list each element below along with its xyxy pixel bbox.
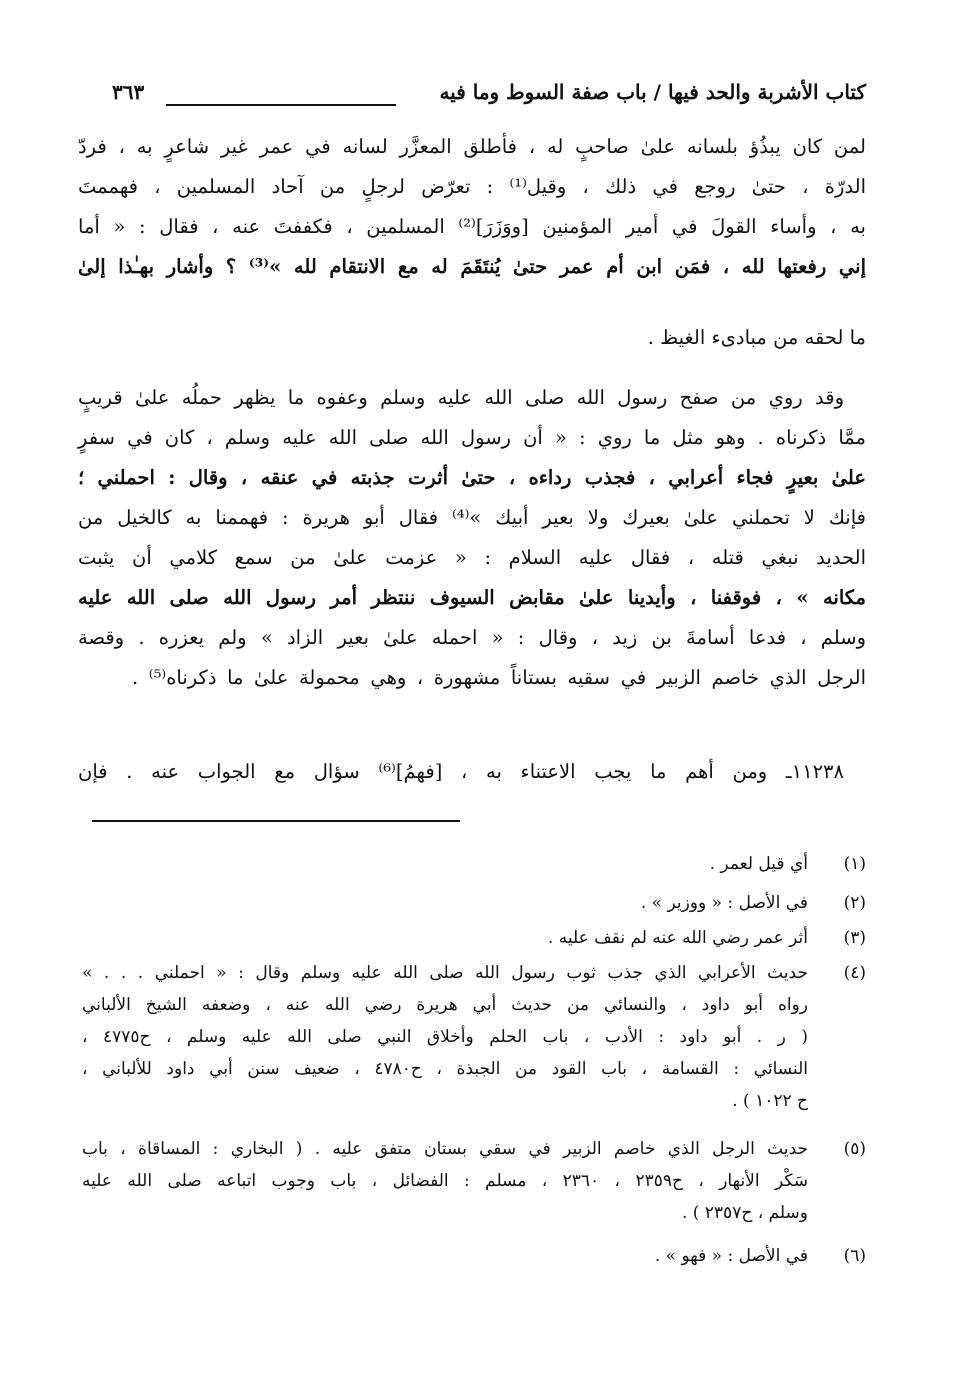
body-line: علىٰ بعيرٍ فجاء أعرابي ، فجذب رداءه ، حتىٰ أثرت جذبته في عنقه ، وقال : احملني ؛ xyxy=(78,466,866,489)
footnote-text: حديث الأعرابي الذي جذب ثوب رسول الله صلى الله عليه وسلم وقال : « احملني . . . » xyxy=(82,963,808,983)
footnote-number: (٥) xyxy=(843,1139,866,1159)
body-line: لمن كان يبذُؤ بلسانه علىٰ صاحبٍ له ، فأطلق المعزَّر لسانه في عمر غير شاعرٍ به ، فردّ xyxy=(78,135,866,158)
footnote-number: (٦) xyxy=(843,1246,866,1266)
body-line: الرجل الذي خاصم الزبير في سقيه بستاناً مشهورة ، وهي محمولة علىٰ ما ذكرناه⁽⁵⁾ . xyxy=(132,666,867,689)
page-number: ٣٦٣ xyxy=(112,80,145,104)
footnote-number: (٣) xyxy=(843,928,866,948)
body-line: فإنك لا تحملني علىٰ بعيرك ولا بعير أبيك »⁽⁴⁾ فقال أبو هريرة : فهممنا به كالخيل من xyxy=(78,506,866,529)
running-header xyxy=(112,80,866,116)
footnote-text: في الأصل : « فهو » . xyxy=(654,1246,808,1266)
footnote-text: سَكْر الأنهار ، ح٢٣٥٩ ، ٢٣٦٠ ، مسلم : الفضائل ، باب وجوب اتباعه صلى الله عليه xyxy=(82,1171,808,1191)
footnote-text: رواه أبو داود ، والنسائي من حديث أبي هريرة رضي الله عنه ، وضعفه الشيخ الألباني xyxy=(82,995,808,1015)
footnote-text: أي قيل لعمر . xyxy=(709,854,808,874)
footnote-number: (٢) xyxy=(843,893,866,913)
body-line: مكانه » ، فوقفنا ، وأيدينا علىٰ مقابض السيوف ننتظر أمر رسول الله صلى الله عليه xyxy=(78,586,866,609)
body-line: به ، وأساء القولَ في أمير المؤمنين [ووَزَرَ]⁽²⁾ المسلمين ، فكففتَ عنه ، فقال : « أما xyxy=(78,215,866,238)
body-line: ١١٢٣٨ـ ومن أهم ما يجب الاعتناء به ، [فهمُ]⁽⁶⁾ سؤال مع الجواب عنه . فإن xyxy=(78,760,844,783)
footnote-text: أثر عمر رضي الله عنه لم نقف عليه . xyxy=(547,928,808,948)
header-title: كتاب الأشربة والحد فيها / باب صفة السوط وما فيه xyxy=(439,80,866,104)
body-line: ممَّا ذكرناه . وهو مثل ما روي : « أن رسول الله صلى الله عليه وسلم ، كان في سفرٍ xyxy=(78,426,866,449)
footnote-text: ح ١٠٢٢ ) . xyxy=(732,1091,808,1111)
footnote-divider xyxy=(92,820,460,822)
body-line: الحديد نبغي قتله ، فقال عليه السلام : « عزمت علىٰ من سمع كلامي أن يثبت xyxy=(78,546,866,569)
footnote-number: (١) xyxy=(843,854,866,874)
footnote-text: وسلم ، ح٢٣٥٧ ) . xyxy=(681,1203,808,1223)
footnote-text: النسائي : القسامة ، باب القود من الجبذة ، ح٤٧٨٠ ، ضعيف سنن أبي داود للألباني ، xyxy=(82,1059,809,1079)
footnote-text: ( ر . أبو داود : الأدب ، باب الحلم وأخلاق النبي صلى الله عليه وسلم ، ح٤٧٧٥ ، xyxy=(82,1027,809,1047)
body-line: وقد روي من صفح رسول الله صلى الله عليه وسلم وعفوه ما يظهر حملُه علىٰ قريبٍ xyxy=(78,386,844,409)
body-line: إني رفعتها لله ، فمَن ابن أم عمر حتىٰ يُنتَقَمَ له مع الانتقام لله »⁽³⁾ ؟ وأشار بهـٰذا إلىٰ xyxy=(78,255,866,278)
footnote-text: حديث الرجل الذي خاصم الزبير في سقي بستان متفق عليه . ( البخاري : المساقاة ، باب xyxy=(82,1139,808,1159)
body-line: وسلم ، فدعا أسامةَ بن زيد ، وقال : « احمله علىٰ بعير الزاد » ولم يعزره . وقصة xyxy=(78,626,866,649)
body-line: الدرّة ، حتىٰ روجع في ذلك ، وقيل⁽¹⁾ : تعرّض لرجلٍ من آحاد المسلمين ، فهممتَ xyxy=(78,175,866,198)
footnote-number: (٤) xyxy=(843,963,866,983)
body-line: ما لحقه من مبادىء الغيظ . xyxy=(647,326,866,349)
header-rule xyxy=(166,104,396,106)
footnote-text: في الأصل : « ووزير » . xyxy=(640,893,808,913)
